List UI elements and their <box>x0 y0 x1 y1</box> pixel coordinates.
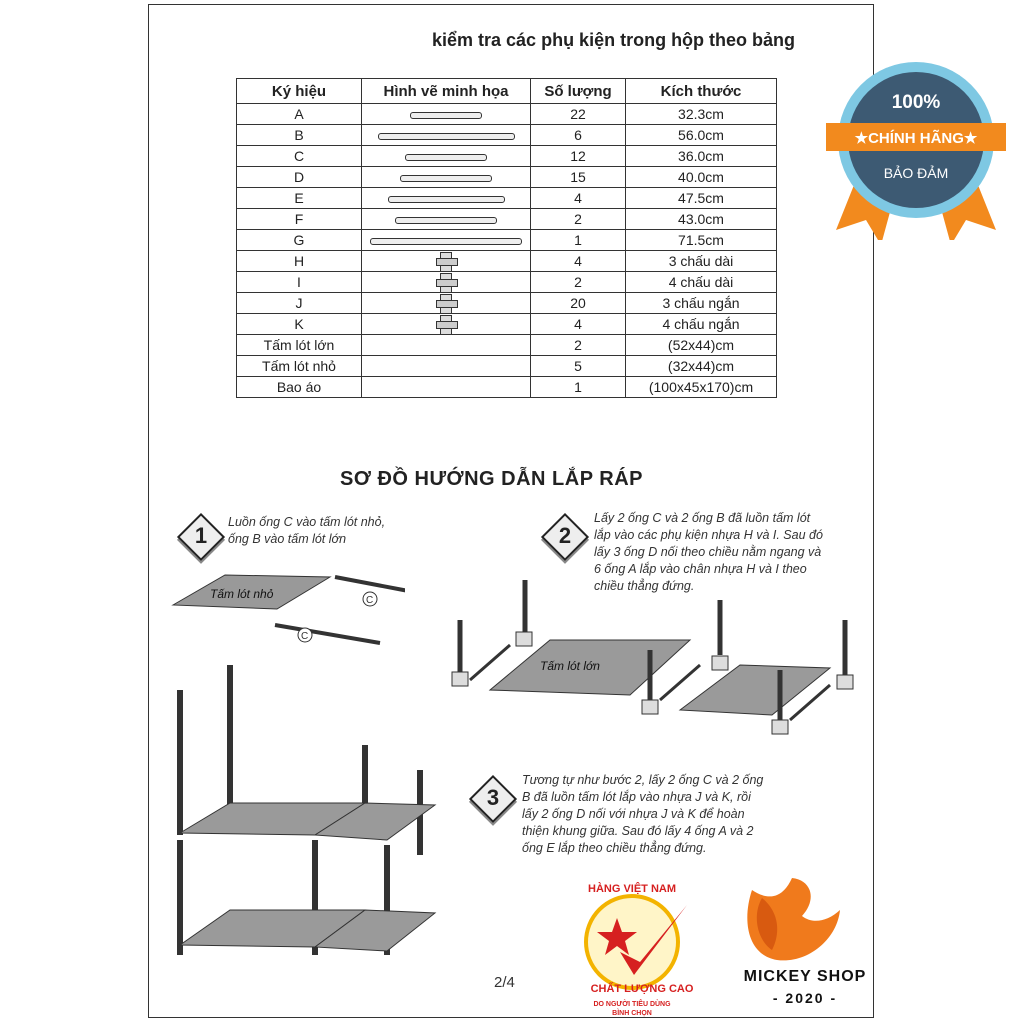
table-row <box>237 230 777 251</box>
cell-illustration <box>362 377 531 398</box>
rod-label-c-text: C <box>366 595 374 606</box>
table-row <box>237 293 777 314</box>
rod-icon <box>378 133 515 140</box>
col-header-quantity: Số lượng <box>531 79 626 104</box>
step-2-diagram <box>450 560 870 760</box>
cell-illustration <box>362 356 531 377</box>
cell-illustration <box>362 230 531 251</box>
cell-size: 4 chấu dài <box>626 272 777 293</box>
rod-icon <box>410 112 482 119</box>
table-row <box>237 209 777 230</box>
rod-d-1 <box>470 645 510 680</box>
cell-code: C <box>237 146 362 167</box>
cell-code: K <box>237 314 362 335</box>
cell-illustration <box>362 146 531 167</box>
small-mat-label: Tấm lót nhỏ <box>210 587 274 601</box>
step-3-line: Tương tự như bước 2, lấy 2 ống C và 2 ống <box>522 773 764 787</box>
cell-quantity: 4 <box>531 188 626 209</box>
page-title: kiểm tra các phụ kiện trong hộp theo bảng <box>432 30 796 50</box>
rod-icon <box>400 175 492 182</box>
cell-size: (32x44)cm <box>626 356 777 377</box>
cell-illustration <box>362 209 531 230</box>
step-1-line: ống B vào tấm lót lớn <box>228 532 347 546</box>
cell-code: G <box>237 230 362 251</box>
hvn-bottom-text: CHẤT LƯỢNG CAO <box>590 983 694 995</box>
cell-quantity: 2 <box>531 209 626 230</box>
hvn-foot-2: BÌNH CHỌN <box>612 1010 652 1017</box>
rod-icon <box>370 238 522 245</box>
step-2-line: Lấy 2 ống C và 2 ống B đã luồn tấm lót <box>594 511 811 525</box>
step-3-line: B đã luồn tấm lót lắp vào nhựa J và K, rồi <box>522 790 751 804</box>
cell-quantity: 22 <box>531 104 626 125</box>
step-3-line: lấy 2 ống D nối với nhựa J và K để hoàn <box>522 807 745 821</box>
shop-year: - 2020 - <box>772 990 838 1006</box>
step-2-line: lắp vào các phụ kiện nhựa H và I. Sau đó <box>594 528 823 542</box>
cell-size: 40.0cm <box>626 167 777 188</box>
step-3-text <box>522 772 763 857</box>
cell-quantity: 12 <box>531 146 626 167</box>
table-row <box>237 356 777 377</box>
rod-c-bottom <box>275 625 380 643</box>
cell-size: 4 chấu ngắn <box>626 314 777 335</box>
cell-code: H <box>237 251 362 272</box>
cell-size: 71.5cm <box>626 230 777 251</box>
hvn-top-text: HÀNG VIỆT NAM <box>588 883 676 895</box>
table-row <box>237 251 777 272</box>
step-2-line: 6 ống A lắp vào chân nhựa H và I theo <box>594 562 807 576</box>
cell-illustration <box>362 293 531 314</box>
cell-quantity: 2 <box>531 272 626 293</box>
step-1-diagram <box>165 565 405 655</box>
step-2-line: chiều thẳng đứng. <box>594 579 695 593</box>
cell-code: E <box>237 188 362 209</box>
cell-size: 32.3cm <box>626 104 777 125</box>
connector-icon <box>436 294 456 312</box>
cell-code: I <box>237 272 362 293</box>
cell-code: Tấm lót nhỏ <box>237 356 362 377</box>
rod-label-c2-text: C <box>301 631 309 642</box>
cell-quantity: 5 <box>531 356 626 377</box>
connector-icon <box>436 315 456 333</box>
cell-illustration <box>362 251 531 272</box>
rod-d-2 <box>660 665 700 700</box>
table-row <box>237 125 777 146</box>
joint-h-4 <box>837 675 853 689</box>
step-1-line: Luồn ống C vào tấm lót nhỏ, <box>228 515 386 529</box>
cell-size: 36.0cm <box>626 146 777 167</box>
badge-ribbon-text: ★CHÍNH HÃNG★ <box>854 130 978 147</box>
cell-size: (100x45x170)cm <box>626 377 777 398</box>
large-mat-label: Tấm lót lớn <box>540 659 600 673</box>
page-number: 2/4 <box>494 974 515 991</box>
cell-quantity: 6 <box>531 125 626 146</box>
cell-code: A <box>237 104 362 125</box>
cell-size: 43.0cm <box>626 209 777 230</box>
table-row <box>237 335 777 356</box>
cell-quantity: 4 <box>531 314 626 335</box>
table-row <box>237 104 777 125</box>
hvn-foot-1: DO NGƯỜI TIÊU DÙNG <box>593 1001 671 1008</box>
assembly-heading: SƠ ĐỒ HƯỚNG DẪN LẮP RÁP <box>340 468 643 490</box>
cell-code: F <box>237 209 362 230</box>
cell-illustration <box>362 125 531 146</box>
rod-icon <box>395 217 497 224</box>
cell-size: 56.0cm <box>626 125 777 146</box>
badge-percent: 100% <box>891 92 941 113</box>
step-3-diagram <box>165 655 465 975</box>
cell-quantity: 2 <box>531 335 626 356</box>
cell-code: J <box>237 293 362 314</box>
cell-size: 3 chấu ngắn <box>626 293 777 314</box>
table-row <box>237 146 777 167</box>
cell-quantity: 1 <box>531 230 626 251</box>
authentic-badge <box>826 60 1006 240</box>
step-3-number: 3 <box>486 785 500 810</box>
cell-code: Tấm lót lớn <box>237 335 362 356</box>
rod-icon <box>405 154 487 161</box>
joint-i-2 <box>712 656 728 670</box>
col-header-illustration: Hình vẽ minh họa <box>362 79 531 104</box>
cell-illustration <box>362 272 531 293</box>
joint-i-1 <box>642 700 658 714</box>
cell-quantity: 20 <box>531 293 626 314</box>
mouse-eye-icon <box>815 909 821 915</box>
table-row <box>237 377 777 398</box>
cell-code: Bao áo <box>237 377 362 398</box>
table-row <box>237 188 777 209</box>
cell-quantity: 1 <box>531 377 626 398</box>
connector-icon <box>436 252 456 270</box>
step-1-number: 1 <box>194 523 208 548</box>
joint-h-3 <box>772 720 788 734</box>
joint-h-2 <box>516 632 532 646</box>
step-3-line: thiện khung giữa. Sau đó lấy 4 ống A và 2 <box>522 824 754 838</box>
table-row <box>237 167 777 188</box>
step-2-line: lấy 3 ống D nối theo chiều nằm ngang và <box>594 545 822 559</box>
cell-size: (52x44)cm <box>626 335 777 356</box>
cell-illustration <box>362 335 531 356</box>
cell-illustration <box>362 188 531 209</box>
step-1-text <box>228 514 385 548</box>
rod-icon <box>388 196 505 203</box>
hvn-emblem-ring <box>586 896 678 988</box>
hvn-clc-logo <box>562 880 712 1020</box>
cell-code: B <box>237 125 362 146</box>
step-2-number: 2 <box>558 523 572 548</box>
cell-illustration <box>362 104 531 125</box>
cell-quantity: 15 <box>531 167 626 188</box>
col-header-size: Kích thước <box>626 79 777 104</box>
parts-table <box>236 78 777 398</box>
cell-code: D <box>237 167 362 188</box>
badge-sub: BẢO ĐẢM <box>883 165 949 181</box>
cell-illustration <box>362 167 531 188</box>
cell-quantity: 4 <box>531 251 626 272</box>
shop-name: MICKEY SHOP <box>743 968 867 985</box>
table-row <box>237 272 777 293</box>
col-header-code: Ký hiệu <box>237 79 362 104</box>
cell-size: 47.5cm <box>626 188 777 209</box>
table-row <box>237 314 777 335</box>
step-3-line: ống E lắp theo chiều thẳng đứng. <box>522 841 707 855</box>
small-mat-shape-2 <box>680 665 830 715</box>
cell-illustration <box>362 314 531 335</box>
cell-size: 3 chấu dài <box>626 251 777 272</box>
connector-icon <box>436 273 456 291</box>
